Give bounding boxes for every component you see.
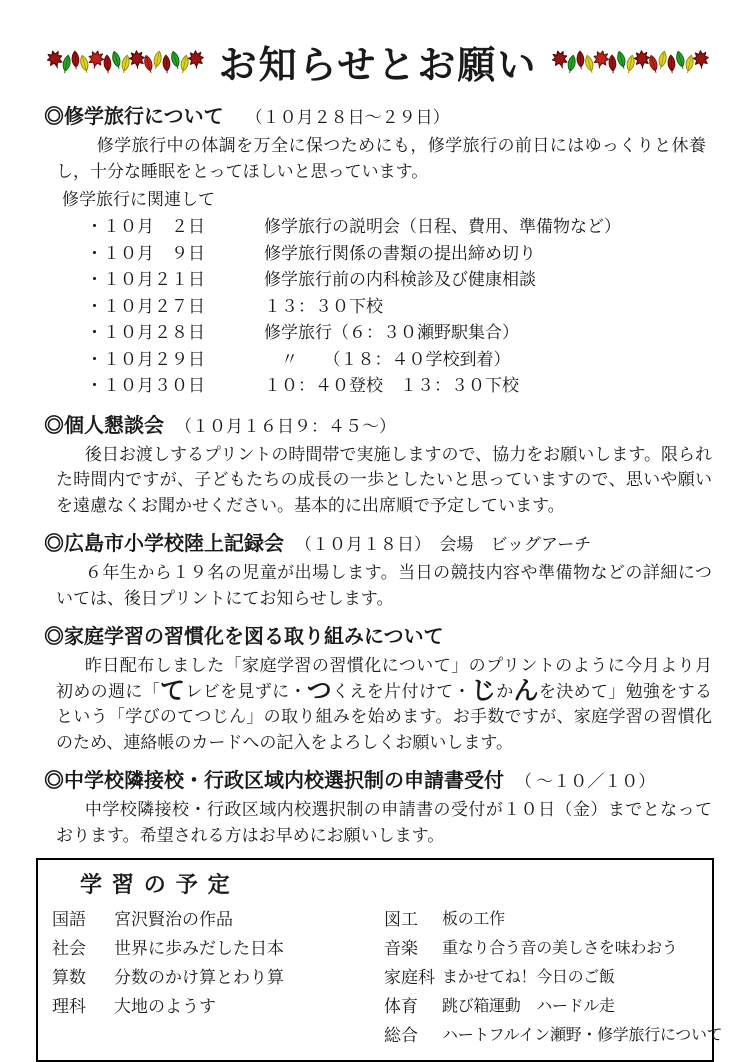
study-plan-row (384, 963, 702, 992)
subject-label: 理科 (52, 997, 86, 1016)
emphasized-kana: て (160, 676, 186, 705)
text-segment: 昨日配布しました「家庭学習の習慣化について」のプリントのように今月より月初めの週に「 (56, 656, 712, 701)
study-plan-row (52, 963, 384, 992)
school-trip-paragraph: 修学旅行中の体調を万全に保つためにも，修学旅行の前日にはゆっくりと休養し，十分な睡眠をとってほしいと思っています。 (56, 136, 706, 181)
schedule-row (86, 214, 712, 241)
text-segment: くえを片付けて・ (332, 681, 471, 701)
schedule-desc: 修学旅行（６：３０瀬野駅集合） (264, 323, 519, 342)
schedule-row (86, 347, 712, 374)
darkred-maple-icon (187, 49, 204, 69)
section-individual-meetings (44, 412, 712, 519)
study-plan-right-column (384, 905, 723, 1050)
study-plan-row (384, 934, 702, 963)
subject-topic: 重なり合う音の美しさを味わおう (442, 940, 678, 957)
study-plan-columns (52, 905, 723, 1050)
leaf-border-left (48, 50, 203, 74)
schedule-date: ・１０月 ２日 (86, 217, 205, 236)
heading-date-note: （１０月２８日～２９日） (245, 108, 450, 127)
schedule-date: ・１０月２７日 (86, 296, 205, 316)
subject-topic: 大地のようす (114, 997, 216, 1016)
subject-topic: 板の工作 (442, 911, 505, 928)
section-heading-athletics-meet (44, 530, 712, 558)
heading-text: ◎個人懇談会 (44, 414, 164, 437)
athletics-meet-paragraph: ６年生から１９名の児童が出場します。当日の競技内容や準備物などの詳細については、後日プリントにてお知らせします。 (56, 563, 712, 608)
subject-label: 算数 (52, 968, 86, 987)
school-trip-schedule (86, 214, 712, 400)
heading-text: ◎家庭学習の習慣化を図る取り組みについて (44, 626, 444, 648)
text-segment: レビを見ずに・ (185, 681, 307, 701)
subject-label: 図工 (384, 910, 418, 929)
study-plan-row (384, 1021, 723, 1050)
schedule-desc: 修学旅行関係の書類の提出締め切り (264, 243, 536, 263)
heading-text: ◎中学校隣接校・行政区域内校選択制の申請書受付 (44, 770, 504, 792)
schedule-desc: １０：４０登校 １３：３０下校 (264, 376, 519, 395)
schedule-desc: １３：３０下校 (264, 296, 383, 316)
heading-text: ◎修学旅行について (44, 106, 224, 128)
subject-topic: ハートフルイン瀬野・修学旅行について (442, 1027, 723, 1044)
page-title: お知らせとお願い (218, 45, 538, 87)
individual-meetings-paragraph: 後日お渡しするプリントの時間帯で実施しますので、協力をお願いします。限られた時間内ですが、子どもたちの成長の一歩としたいと思っていますので、思いや願いを遠慮なくお聞かせください。基本的に出席順で予定しています。 (56, 444, 712, 515)
section-athletics-meet (44, 530, 712, 611)
text-segment: か (496, 681, 514, 701)
section-heading-school-choice (44, 767, 712, 795)
subject-label: 国語 (52, 910, 86, 929)
darkred-maple-icon (693, 49, 710, 69)
schedule-desc: 修学旅行前の内科検診及び健康相談 (264, 270, 536, 289)
emphasized-kana: じ (470, 676, 497, 705)
schedule-row (86, 241, 712, 268)
schedule-row (86, 294, 712, 321)
section-school-choice (44, 767, 712, 848)
heading-text: ◎広島市小学校陸上記録会 (44, 533, 284, 555)
heading-date-venue-note: （１０月１８日） 会場 ビッグアーチ (295, 535, 592, 554)
schedule-desc: 〃 （１８：４０学校到着） (264, 349, 511, 369)
schedule-desc: 修学旅行の説明会（日程、費用、準備物など） (264, 217, 621, 236)
study-plan-row (384, 905, 702, 934)
schedule-date: ・１０月３０日 (86, 376, 205, 395)
section-heading-individual-meetings (44, 412, 712, 440)
subject-topic: まかせてね！今日のご飯 (442, 969, 615, 986)
schedule-row (86, 267, 712, 294)
text-segment: を決めて」勉強をするという「学びのてつじん」の取り組みを始めます。お手数ですが、家庭学習の習慣化のため、連絡帳のカードへの記入をよろしくお願いします。 (56, 681, 712, 752)
subject-topic: 宮沢賢治の作品 (114, 910, 233, 929)
schedule-date: ・１０月 ９日 (86, 243, 205, 263)
schedule-row (86, 320, 712, 347)
section-home-study (44, 623, 712, 755)
heading-date-note: （１０月１６日９：４５～） (175, 416, 396, 436)
subject-topic: 跳び箱運動 ハードル走 (442, 998, 615, 1015)
subject-label: 社会 (52, 939, 86, 958)
study-plan-row (384, 992, 702, 1021)
study-plan-left-column (52, 905, 384, 1050)
study-plan-row (52, 905, 384, 934)
heading-date-note: （ ～１０／１０） (515, 772, 656, 791)
schedule-row (86, 373, 712, 400)
study-plan-table (36, 858, 723, 1062)
subject-topic: 分数のかけ算とわり算 (114, 968, 284, 987)
section-school-trip (44, 103, 712, 400)
subject-label: 総合 (384, 1026, 418, 1045)
emphasized-kana: ん (513, 676, 539, 705)
page-header (44, 34, 712, 89)
leaf-border-right (553, 50, 708, 74)
emphasized-kana: つ (306, 676, 333, 705)
study-plan-row (52, 992, 384, 1021)
schedule-date: ・１０月２８日 (86, 323, 205, 342)
subject-label: 家庭科 (384, 968, 435, 987)
study-plan-title: 学習の予定 (80, 872, 240, 897)
section-heading-home-study (44, 623, 712, 651)
study-plan-row (52, 934, 384, 963)
school-choice-paragraph: 中学校隣接校・行政区域内校選択制の申請書の受付が１０日（金）までとなっております。希望される方はお早めにお願いします。 (56, 800, 712, 845)
schedule-date: ・１０月２９日 (86, 349, 205, 369)
home-study-paragraph (56, 653, 712, 755)
section-heading-school-trip (44, 103, 712, 131)
subject-label: 音楽 (384, 939, 418, 958)
schedule-date: ・１０月２１日 (86, 270, 205, 289)
subject-topic: 世界に歩みだした日本 (114, 939, 284, 958)
school-trip-related-label: 修学旅行に関連して (62, 190, 215, 209)
subject-label: 体育 (384, 997, 418, 1016)
